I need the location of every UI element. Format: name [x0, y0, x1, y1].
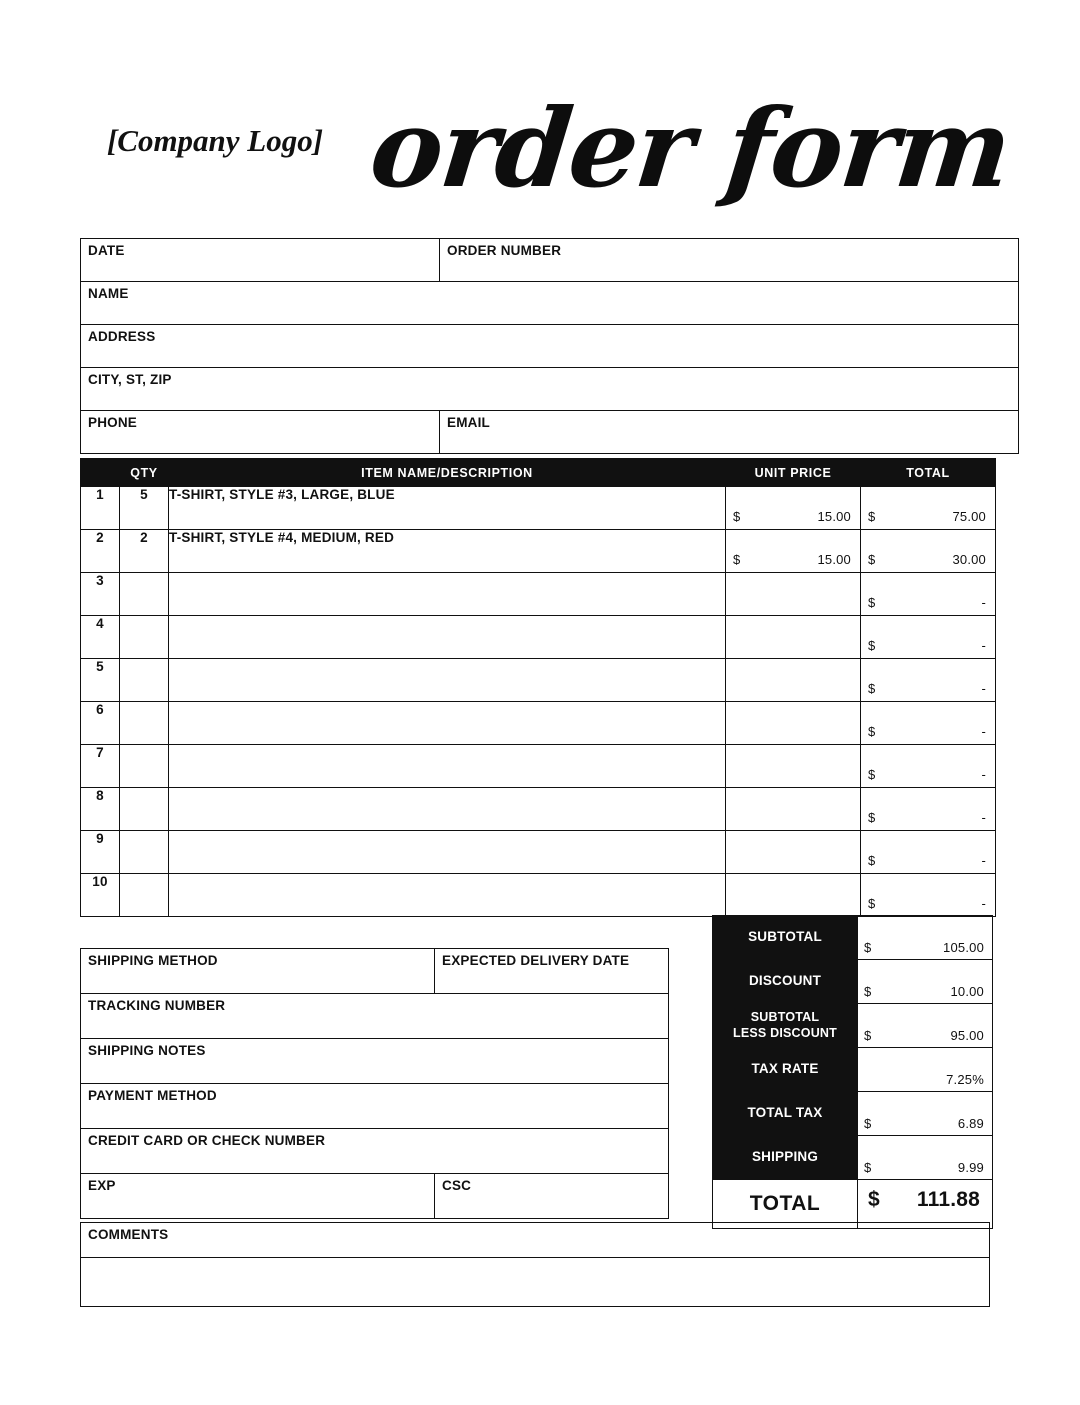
currency-symbol: $ [868, 595, 876, 610]
totals-table [712, 915, 993, 1229]
row-number: 10 [81, 874, 120, 917]
table-row [713, 1004, 993, 1048]
row-description[interactable]: T-SHIRT, STYLE #4, MEDIUM, RED [169, 530, 726, 573]
row-total-amount: - [981, 638, 986, 653]
email-label: EMAIL [447, 415, 490, 430]
comments-table [80, 1222, 990, 1307]
row-unit-price[interactable] [726, 616, 861, 659]
payment-method-field[interactable] [81, 1084, 669, 1129]
tax-rate-label: TAX RATE [713, 1048, 858, 1092]
row-total-amount: - [981, 724, 986, 739]
comments-label: COMMENTS [88, 1227, 169, 1242]
currency-symbol: $ [868, 767, 876, 782]
row-description[interactable] [169, 745, 726, 788]
tax-rate-value[interactable] [858, 1048, 993, 1092]
shipping-notes-field[interactable] [81, 1039, 669, 1084]
subtotal-less-discount-label-line2: LESS DISCOUNT [733, 1025, 837, 1040]
table-row [81, 994, 669, 1039]
row-qty[interactable]: 5 [120, 487, 169, 530]
row-qty[interactable]: 2 [120, 530, 169, 573]
currency-symbol: $ [864, 940, 872, 955]
currency-symbol: $ [868, 896, 876, 911]
currency-symbol: $ [733, 509, 741, 524]
row-number: 1 [81, 487, 120, 530]
subtotal-less-discount-label [713, 1004, 858, 1048]
shipping-cost-value[interactable] [858, 1136, 993, 1180]
row-qty[interactable] [120, 573, 169, 616]
shipping-cost-amount: 9.99 [957, 1160, 984, 1175]
row-qty[interactable] [120, 745, 169, 788]
table-row [81, 745, 996, 788]
row-unit-price[interactable] [726, 573, 861, 616]
items-header-row [81, 459, 996, 487]
row-qty[interactable] [120, 659, 169, 702]
credit-card-number-label: CREDIT CARD OR CHECK NUMBER [88, 1133, 326, 1148]
table-row [81, 788, 996, 831]
address-label: ADDRESS [88, 329, 156, 344]
table-row [81, 282, 1019, 325]
order-number-label: ORDER NUMBER [447, 243, 562, 258]
row-total-amount: - [981, 767, 986, 782]
currency-symbol: $ [864, 1116, 872, 1131]
comments-label-cell [81, 1223, 990, 1258]
date-label: DATE [88, 243, 125, 258]
table-row [81, 1258, 990, 1307]
row-description[interactable] [169, 702, 726, 745]
column-header-qty: QTY [120, 459, 169, 487]
table-row [713, 1136, 993, 1180]
table-row [81, 573, 996, 616]
city-state-zip-label: CITY, ST, ZIP [88, 372, 172, 387]
row-description[interactable] [169, 788, 726, 831]
page-title: order form [364, 86, 1016, 212]
currency-symbol: $ [868, 810, 876, 825]
table-row [81, 411, 1019, 454]
company-logo-placeholder: [Company Logo] [106, 123, 324, 158]
table-row [81, 616, 996, 659]
currency-symbol: $ [864, 1028, 872, 1043]
city-state-zip-field[interactable] [81, 368, 1019, 411]
form-header [80, 86, 1016, 230]
table-row [81, 1223, 990, 1258]
row-qty[interactable] [120, 874, 169, 917]
row-number: 9 [81, 831, 120, 874]
table-row [81, 325, 1019, 368]
currency-symbol: $ [868, 638, 876, 653]
currency-symbol: $ [868, 853, 876, 868]
payment-method-label: PAYMENT METHOD [88, 1088, 217, 1103]
table-row [81, 1084, 669, 1129]
grand-total-label: TOTAL [713, 1180, 858, 1229]
subtotal-value [858, 916, 993, 960]
row-number: 7 [81, 745, 120, 788]
row-description[interactable]: T-SHIRT, STYLE #3, LARGE, BLUE [169, 487, 726, 530]
row-number: 5 [81, 659, 120, 702]
csc-field[interactable] [435, 1174, 669, 1219]
shipping-method-label: SHIPPING METHOD [88, 953, 218, 968]
currency-symbol: $ [868, 552, 876, 567]
table-row [81, 659, 996, 702]
row-total-amount: - [981, 896, 986, 911]
currency-symbol: $ [868, 509, 876, 524]
column-header-total: TOTAL [861, 459, 996, 487]
expected-delivery-date-label: EXPECTED DELIVERY DATE [442, 953, 630, 968]
row-unit-price-amount: 15.00 [817, 552, 851, 567]
phone-label: PHONE [88, 415, 138, 430]
row-unit-price[interactable] [726, 745, 861, 788]
row-total-amount: - [981, 853, 986, 868]
customer-info-table [80, 238, 1019, 454]
table-row [713, 960, 993, 1004]
expected-delivery-date-field[interactable] [435, 949, 669, 994]
tracking-number-field[interactable] [81, 994, 669, 1039]
row-qty[interactable] [120, 831, 169, 874]
row-number: 6 [81, 702, 120, 745]
row-total [861, 874, 996, 917]
tracking-number-label: TRACKING NUMBER [88, 998, 226, 1013]
shipping-notes-label: SHIPPING NOTES [88, 1043, 206, 1058]
currency-symbol: $ [864, 984, 872, 999]
shipping-cost-label: SHIPPING [713, 1136, 858, 1180]
total-tax-value [858, 1092, 993, 1136]
table-row [81, 949, 669, 994]
credit-card-number-field[interactable] [81, 1129, 669, 1174]
table-row [81, 1174, 669, 1219]
currency-symbol: $ [868, 724, 876, 739]
row-total [861, 702, 996, 745]
name-field[interactable] [81, 282, 1019, 325]
name-label: NAME [88, 286, 129, 301]
row-number: 3 [81, 573, 120, 616]
subtotal-less-discount-label-line1: SUBTOTAL [750, 1009, 820, 1024]
row-total [861, 831, 996, 874]
discount-label: DISCOUNT [713, 960, 858, 1004]
row-total [861, 530, 996, 573]
row-total [861, 659, 996, 702]
table-row [713, 916, 993, 960]
row-description[interactable] [169, 659, 726, 702]
line-items-table [80, 458, 996, 917]
row-unit-price[interactable] [726, 831, 861, 874]
row-total [861, 788, 996, 831]
row-number: 8 [81, 788, 120, 831]
table-row [81, 702, 996, 745]
row-total-amount: - [981, 810, 986, 825]
row-unit-price[interactable] [726, 788, 861, 831]
table-row [81, 530, 996, 573]
row-total-amount: - [981, 595, 986, 610]
total-tax-amount: 6.89 [957, 1116, 984, 1131]
table-row [81, 1039, 669, 1084]
row-total-amount: 30.00 [952, 552, 986, 567]
currency-symbol: $ [864, 1160, 872, 1175]
row-unit-price[interactable] [726, 487, 861, 530]
total-tax-label: TOTAL TAX [713, 1092, 858, 1136]
shipping-method-field[interactable] [81, 949, 435, 994]
exp-field[interactable] [81, 1174, 435, 1219]
row-number: 4 [81, 616, 120, 659]
row-total-amount: - [981, 681, 986, 696]
column-header-description: ITEM NAME/DESCRIPTION [169, 459, 726, 487]
row-description[interactable] [169, 831, 726, 874]
table-row [81, 239, 1019, 282]
table-row [713, 1092, 993, 1136]
row-qty[interactable] [120, 788, 169, 831]
tax-rate-amount: 7.25% [946, 1072, 984, 1087]
csc-label: CSC [442, 1178, 472, 1193]
address-field[interactable] [81, 325, 1019, 368]
row-qty[interactable] [120, 616, 169, 659]
row-total [861, 745, 996, 788]
grand-total-amount: 111.88 [916, 1188, 980, 1211]
currency-symbol: $ [868, 1188, 880, 1211]
column-header-unit-price: UNIT PRICE [726, 459, 861, 487]
comments-input[interactable] [81, 1258, 990, 1307]
row-number: 2 [81, 530, 120, 573]
currency-symbol: $ [733, 552, 741, 567]
row-unit-price-amount: 15.00 [817, 509, 851, 524]
row-total [861, 573, 996, 616]
currency-symbol: $ [868, 681, 876, 696]
subtotal-less-discount-amount: 95.00 [950, 1028, 984, 1043]
row-description[interactable] [169, 616, 726, 659]
discount-amount: 10.00 [950, 984, 984, 999]
subtotal-label: SUBTOTAL [713, 916, 858, 960]
column-header-number [81, 459, 120, 487]
row-total-amount: 75.00 [952, 509, 986, 524]
table-row [713, 1048, 993, 1092]
row-unit-price[interactable] [726, 530, 861, 573]
table-row [81, 368, 1019, 411]
discount-value[interactable] [858, 960, 993, 1004]
row-unit-price[interactable] [726, 874, 861, 917]
phone-field[interactable] [81, 411, 440, 454]
table-row [81, 1129, 669, 1174]
row-description[interactable] [169, 874, 726, 917]
row-description[interactable] [169, 573, 726, 616]
date-field[interactable] [81, 239, 440, 282]
email-field[interactable] [440, 411, 1019, 454]
subtotal-amount: 105.00 [943, 940, 984, 955]
row-unit-price[interactable] [726, 702, 861, 745]
shipping-payment-table [80, 948, 669, 1219]
table-row [81, 831, 996, 874]
row-total [861, 487, 996, 530]
exp-label: EXP [88, 1178, 116, 1193]
table-row [81, 487, 996, 530]
table-row [81, 874, 996, 917]
row-unit-price[interactable] [726, 659, 861, 702]
row-total [861, 616, 996, 659]
row-qty[interactable] [120, 702, 169, 745]
order-number-field[interactable] [440, 239, 1019, 282]
subtotal-less-discount-value [858, 1004, 993, 1048]
